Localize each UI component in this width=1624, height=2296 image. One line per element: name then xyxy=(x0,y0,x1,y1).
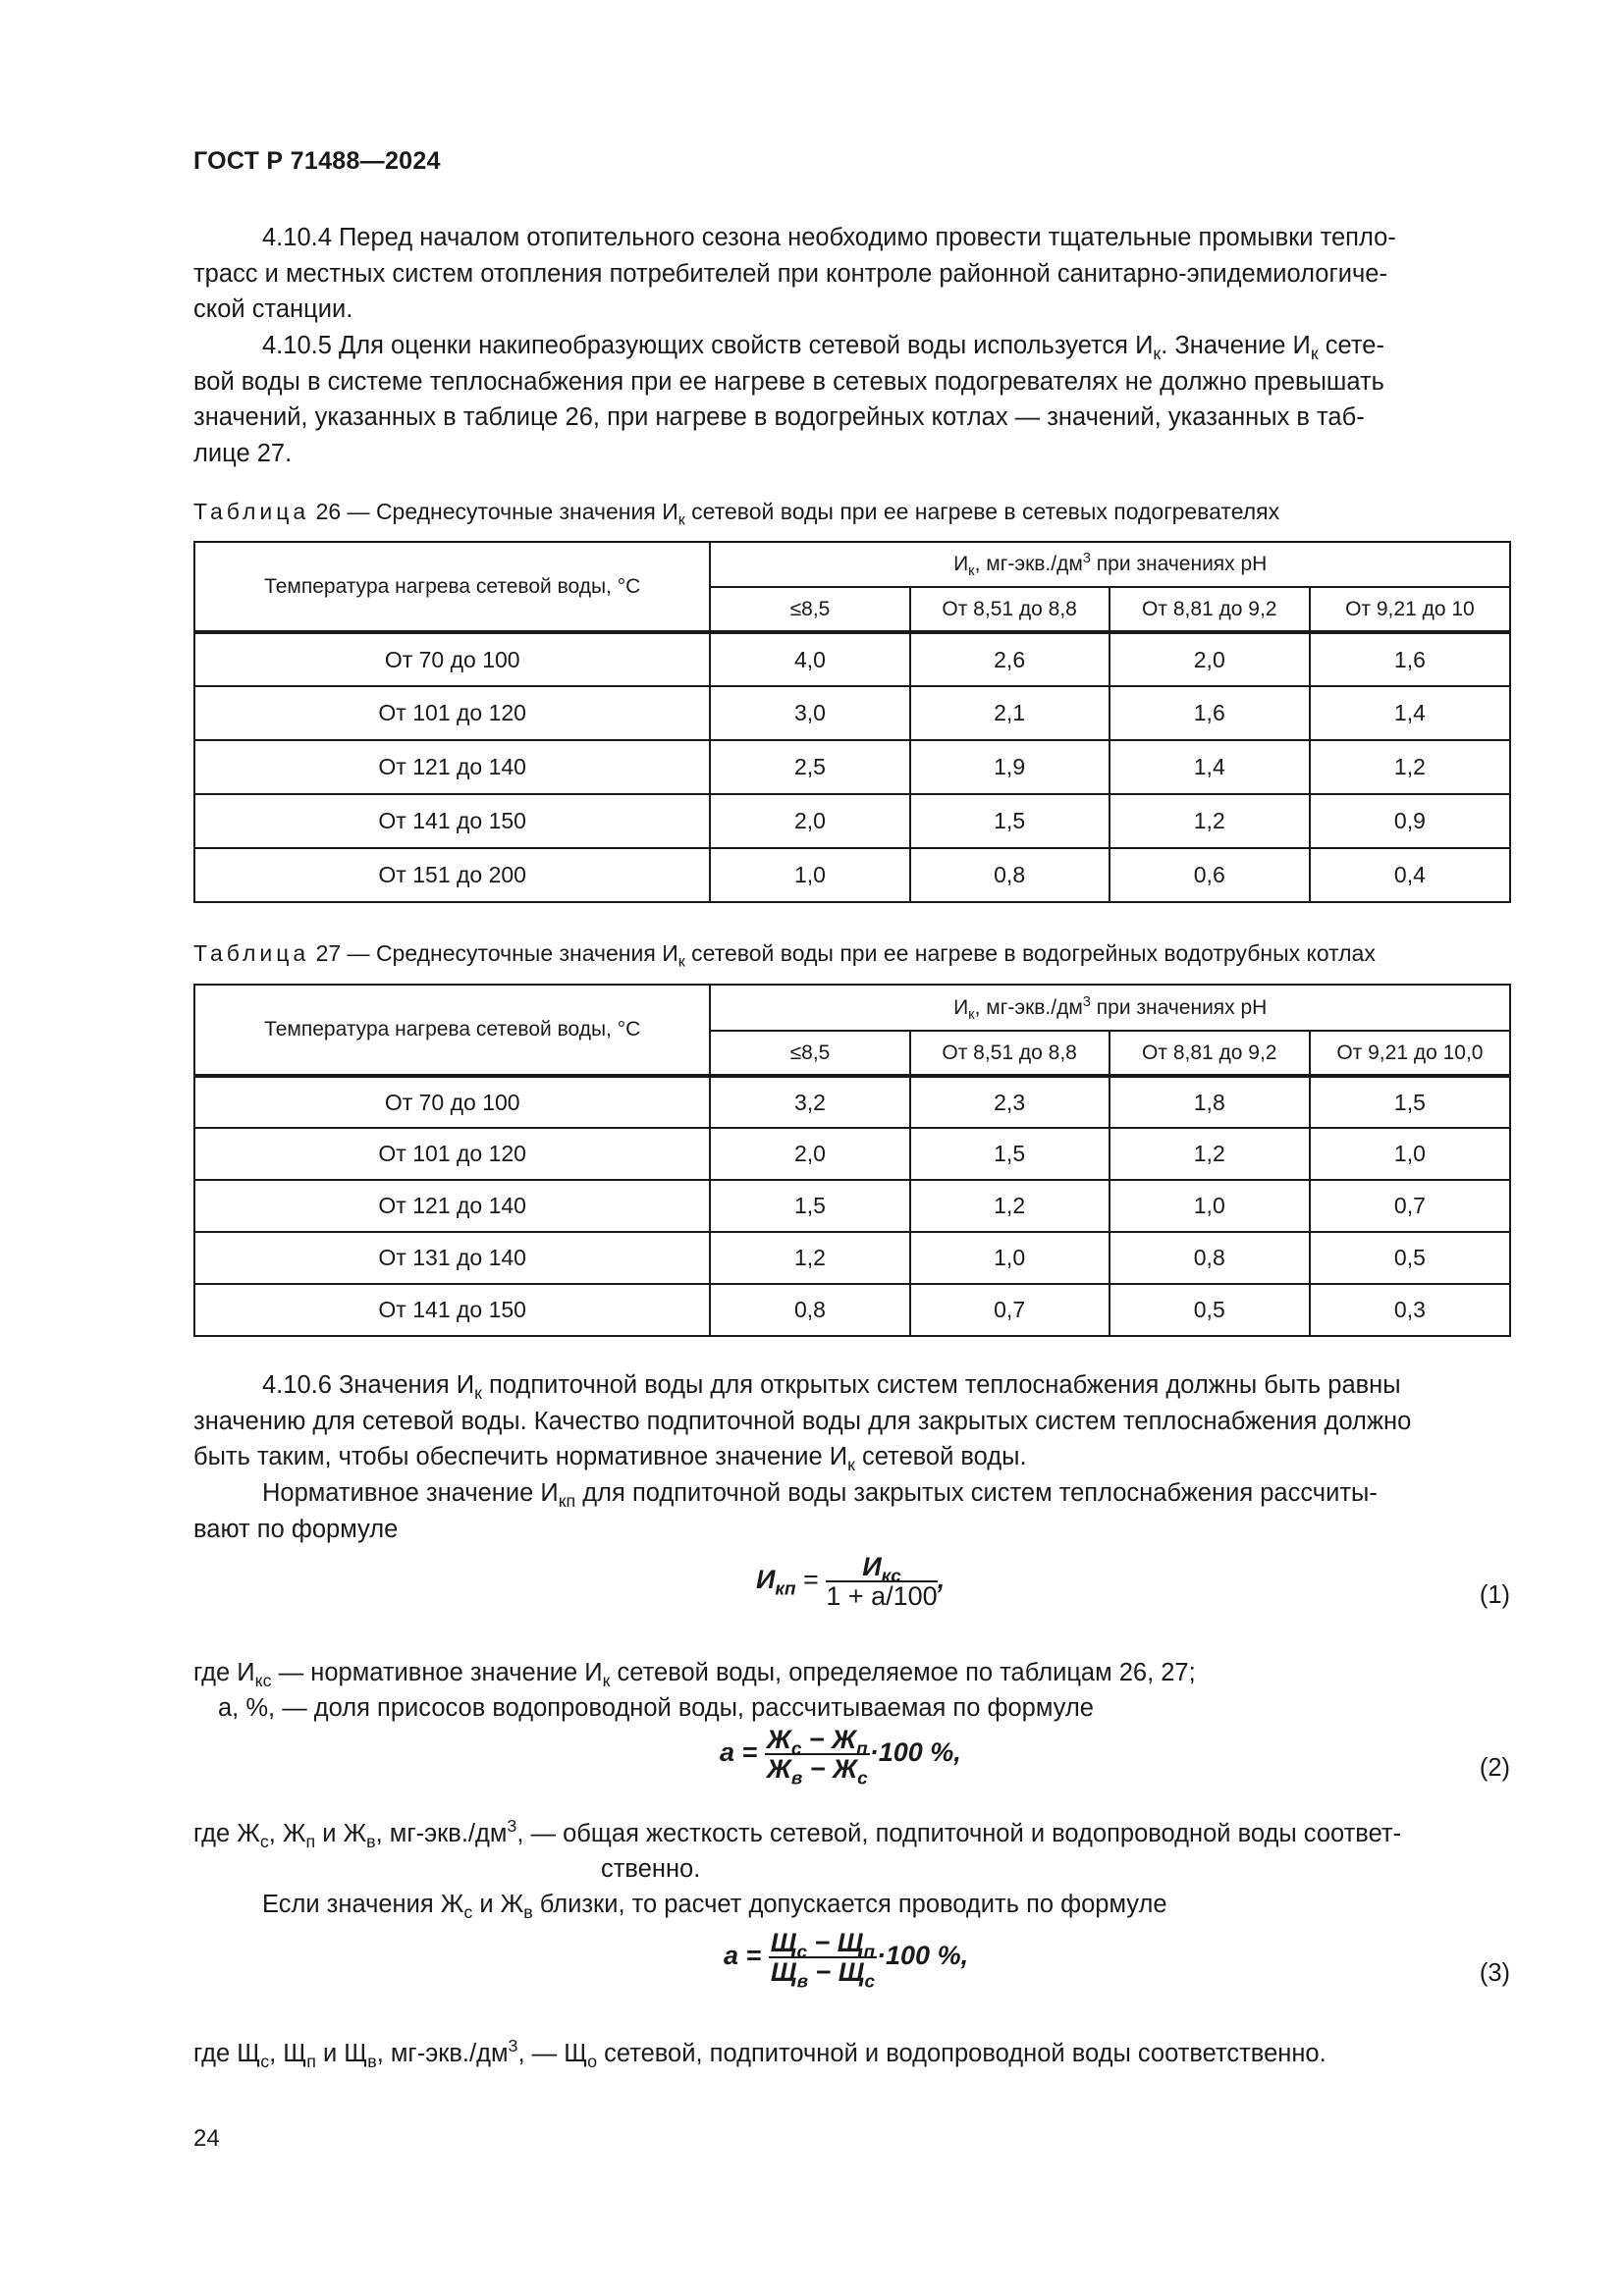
document-header: ГОСТ Р 71488—2024 xyxy=(193,147,441,175)
where-2: где $Ж_с$, $Ж_п$ и $Ж_в$, $мг-экв./дм^3$, — общая жесткость сетевой, подпиточной и водопроводной воды соответ- xyxy=(193,1816,1402,1852)
table-27 xyxy=(193,984,1511,1337)
page-number: 24 xyxy=(193,2125,220,2152)
table-header-ph: От 8,51 до 8,8 xyxy=(910,587,1110,632)
table-header-temperature: Температура нагрева сетевой воды, °С xyxy=(194,985,710,1076)
table-row: От 101 до 120 3,0 2,1 1,6 1,4 xyxy=(194,686,1510,740)
table-row: От 70 до 100 3,2 2,3 1,8 1,5 xyxy=(194,1076,1510,1128)
where-1-line-2: a, %, — доля присосов водопроводной воды, рассчитываемая по формуле xyxy=(218,1694,1094,1722)
table-row: От 141 до 150 0,8 0,7 0,5 0,3 xyxy=(194,1284,1510,1336)
table-header-temperature: Температура нагрева сетевой воды, °С xyxy=(194,542,710,632)
table-26-caption: Таблица 26 — Среднесуточные значения $И_к$ сетевой воды при ее нагреве в сетевых подогревателях xyxy=(193,499,1280,529)
table-header-ik-group: $И_к$, $мг-экв./дм^3$ при значениях рН xyxy=(710,542,1510,587)
table-header-ph: ≤8,5 xyxy=(710,587,909,632)
table-row: От 70 до 100 4,0 2,6 2,0 1,6 xyxy=(194,632,1510,686)
table-header-ph: От 8,81 до 9,2 xyxy=(1110,1031,1310,1076)
formula-3: a = $\frac{Щ_с - Щ_п}{Щ_в - Щ_с}$ ·100 %, xyxy=(724,1928,969,1993)
equation-number-2: (2) xyxy=(1479,1754,1510,1782)
table-header-ph: ≤8,5 xyxy=(710,1031,909,1076)
table-26 xyxy=(193,541,1511,903)
table-row: От 121 до 140 2,5 1,9 1,4 1,2 xyxy=(194,740,1510,794)
formula-2: a = $\frac{Ж_с - Ж_п}{Ж_в - Ж_с}$ ·100 %, xyxy=(720,1725,961,1789)
table-header-ph: От 8,51 до 8,8 xyxy=(910,1031,1110,1076)
formula-1: $И_{кп}$ = $\frac{И_{кс}}{1 + a/100}$ , xyxy=(756,1552,946,1611)
table-row: От 121 до 140 1,5 1,2 1,0 0,7 xyxy=(194,1180,1510,1232)
equation-number-1: (1) xyxy=(1479,1581,1510,1609)
equation-number-3: (3) xyxy=(1479,1959,1510,1987)
paragraph-4-10-5: 4.10.5 Для оценки накипеобразующих свойств сетевой воды используется $И_к$. Значение $И_к$ сете- вой воды в системе теплоснабжения при ее нагреве в сетевых подогревателях не должно превышать значений, указанных в таблице 26, при нагреве в водогрейных котлах — значений, указанных в таб- лице 27. xyxy=(193,332,1384,467)
table-row: От 151 до 200 1,0 0,8 0,6 0,4 xyxy=(194,848,1510,902)
paragraph-if-close: Если значения $Ж_с$ и $Ж_в$ близки, то расчет допускается проводить по формуле xyxy=(262,1891,1167,1923)
paragraph-normative: Нормативное значение $И_{кп}$ для подпиточной воды закрытых систем теплоснабжения рассчиты- вают по формуле xyxy=(193,1479,1378,1543)
where-1: где $И_{кс}$ — нормативное значение $И_к$ сетевой воды, определяемое по таблицам 26, 27; xyxy=(193,1659,1196,1691)
table-header-ph: От 9,21 до 10,0 xyxy=(1310,1031,1510,1076)
table-header-ik-group: $И_к$, $мг-экв./дм^3$ при значениях рН xyxy=(710,985,1510,1031)
paragraph-4-10-4: 4.10.4 Перед началом отопительного сезона необходимо провести тщательные промывки тепло- трасс и местных систем отопления потребителей при контроле районной санитарно-эпидемиологиче- ской станции. xyxy=(193,224,1396,323)
table-header-ph: От 9,21 до 10 xyxy=(1310,587,1510,632)
where-2-line-2: ственно. xyxy=(601,1855,701,1883)
table-row: От 131 до 140 1,2 1,0 0,8 0,5 xyxy=(194,1232,1510,1284)
paragraph-4-10-6: 4.10.6 Значения $И_к$ подпиточной воды для открытых систем теплоснабжения должны быть равны значению для сетевой воды. Качество подпиточной воды для закрытых систем теплоснабжения должно быть таким, чтобы обеспечить нормативное значение $И_к$ сетевой воды. xyxy=(193,1371,1412,1475)
where-3: где $Щ_с$, $Щ_п$ и $Щ_в$, $мг-экв./дм^3$, — $Щ_о$ сетевой, подпиточной и водопроводной воды соответственно. xyxy=(193,2036,1326,2072)
table-header-ph: От 8,81 до 9,2 xyxy=(1110,587,1310,632)
table-27-caption: Таблица 27 — Среднесуточные значения $И_к$ сетевой воды при ее нагреве в водогрейных водотрубных котлах xyxy=(193,940,1376,971)
table-row: От 101 до 120 2,0 1,5 1,2 1,0 xyxy=(194,1128,1510,1180)
table-row: От 141 до 150 2,0 1,5 1,2 0,9 xyxy=(194,794,1510,848)
